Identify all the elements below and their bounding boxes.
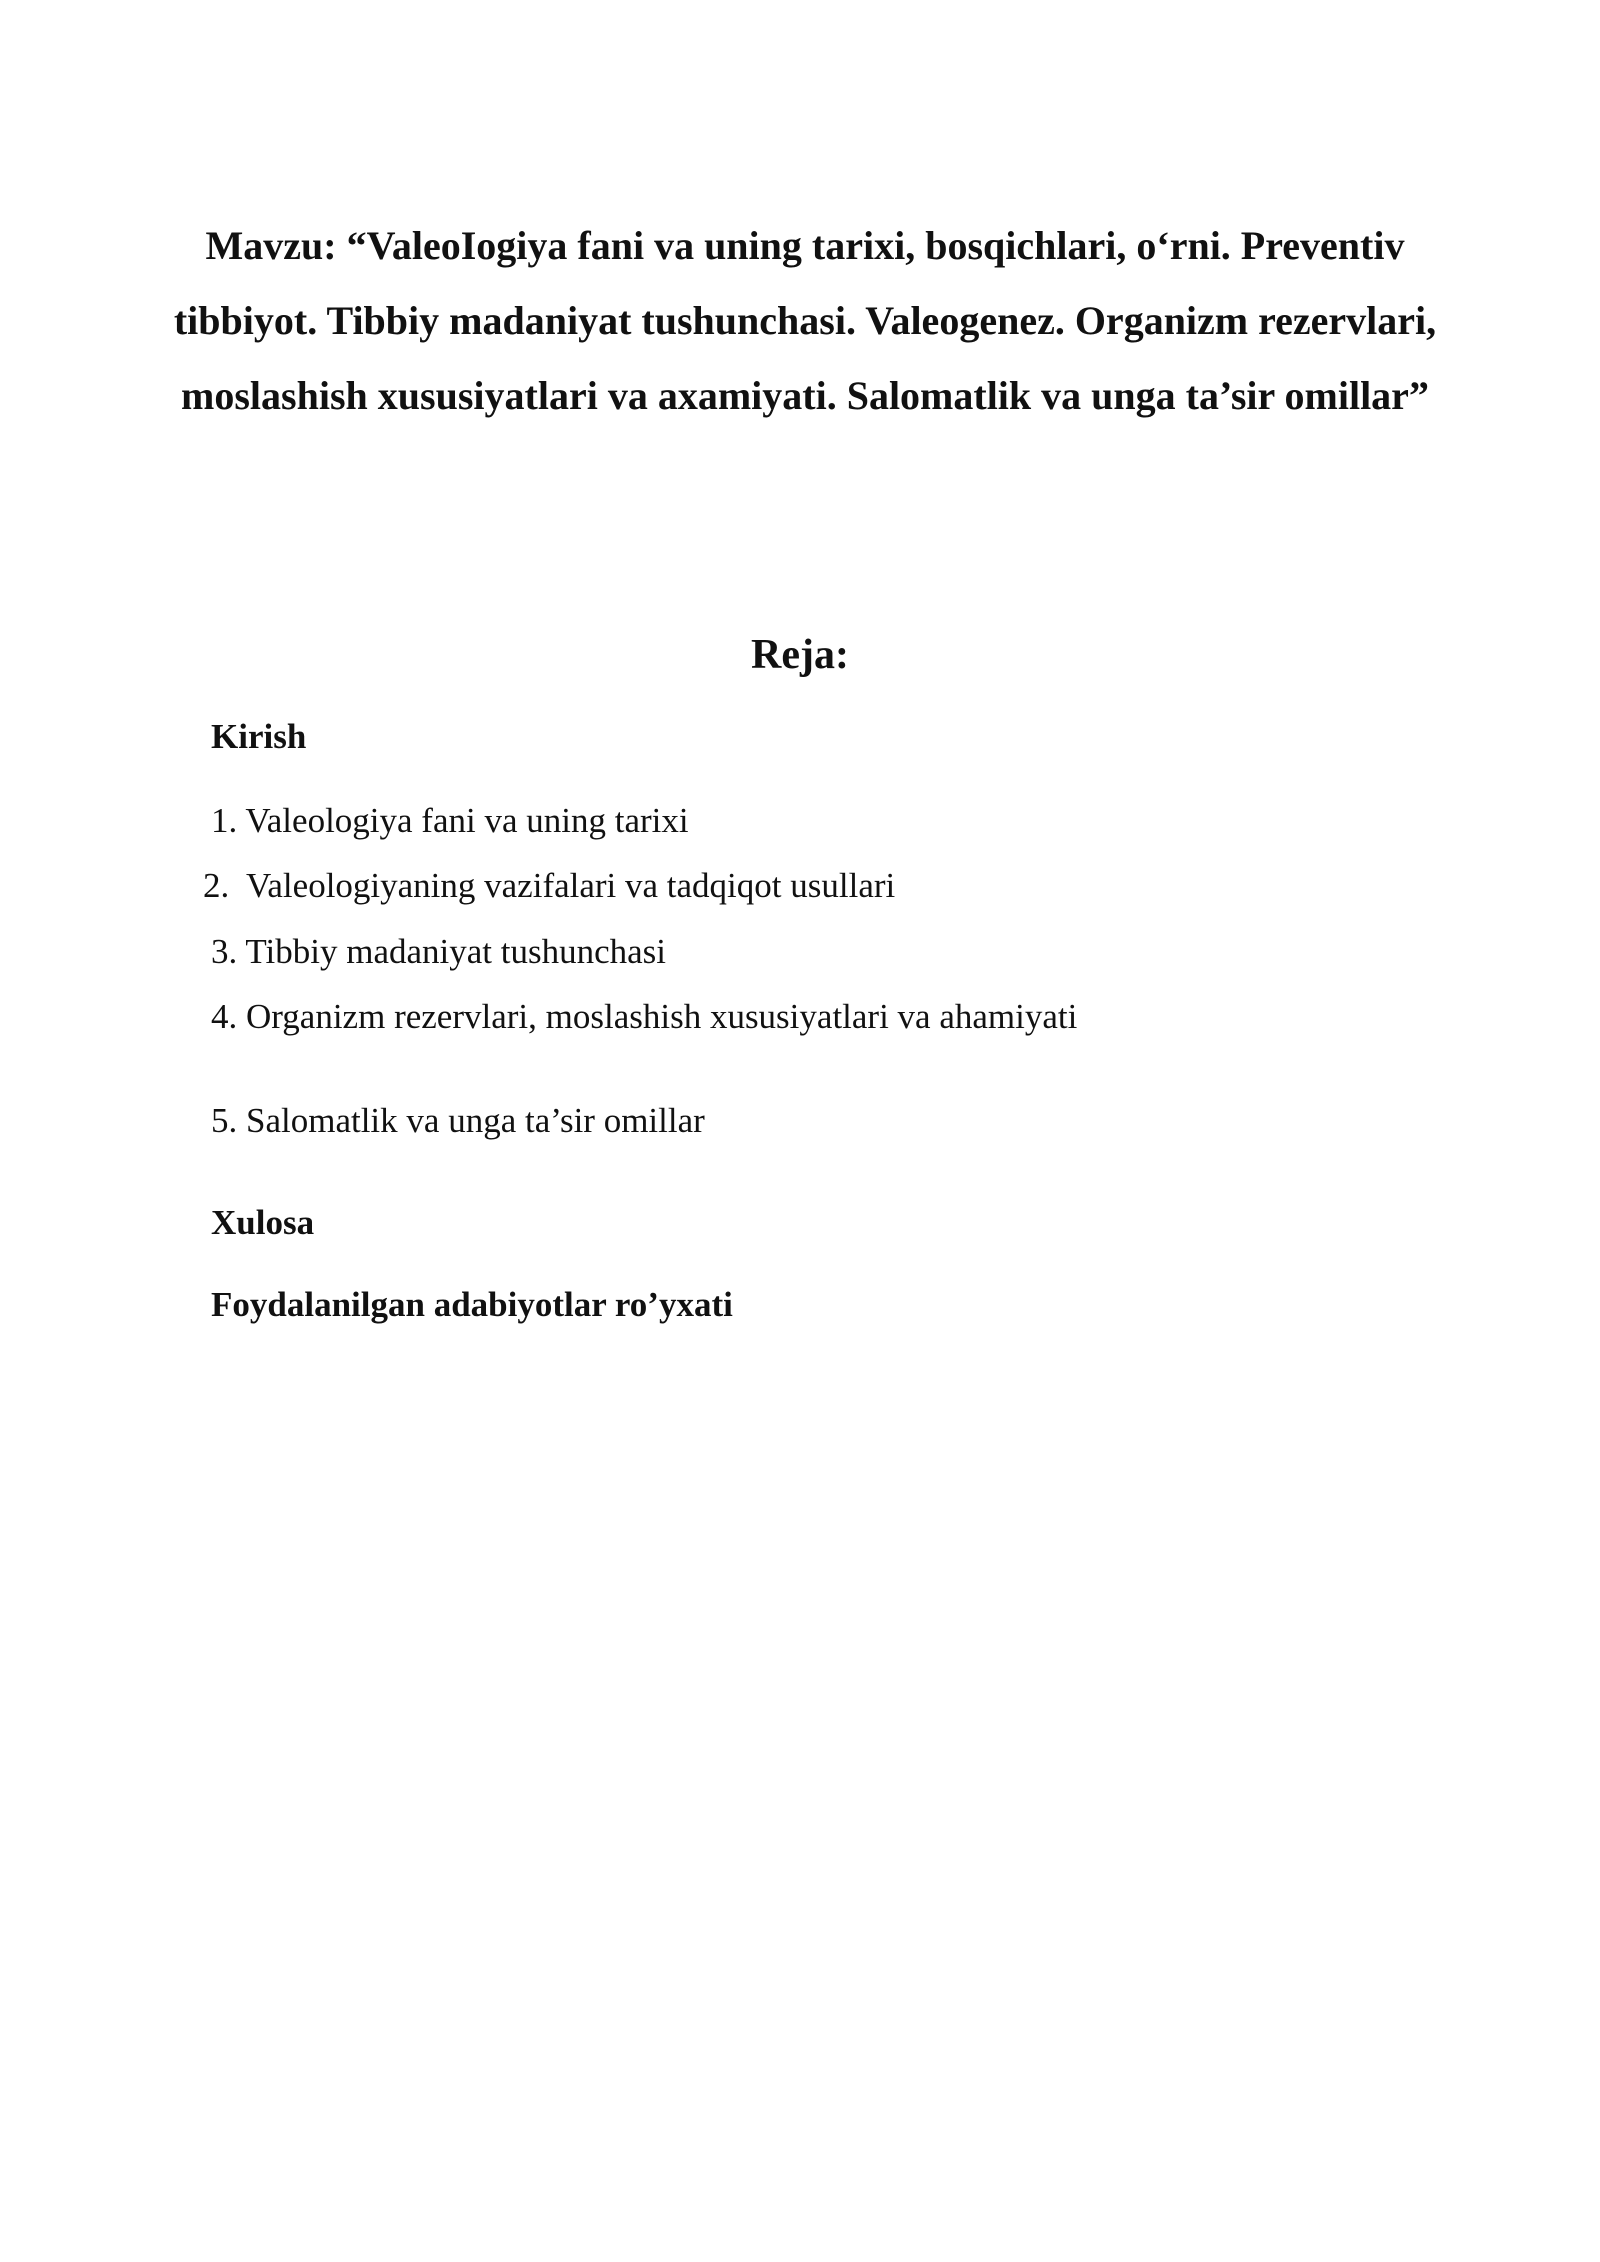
conclusion-heading: Xulosa — [211, 1203, 315, 1242]
intro-heading: Kirish — [211, 717, 307, 756]
plan-item-number: 5. — [211, 1101, 238, 1140]
plan-item-number: 2. — [203, 866, 230, 905]
plan-item-2 — [203, 861, 895, 911]
plan-item-number: 3. — [211, 932, 238, 971]
document-title: Mavzu: “ValeoIogiya fani va uning tarixi, bosqichlari, o‘rni. Preventiv tibbiyot. Tibbiy madaniyat tushunchasi. Valeogenez. Organizm rezervlari, moslashish xususiyatlari va axamiyati. Salomatlik va unga ta’sir omillar” — [173, 223, 1437, 418]
plan-item-text: Salomatlik va unga ta’sir omillar — [246, 1101, 705, 1140]
plan-item-text: Valeologiya fani va uning tarixi — [245, 801, 689, 840]
plan-item-number: 4. — [211, 997, 238, 1036]
plan-item-1 — [211, 796, 689, 846]
plan-item-5 — [211, 1096, 705, 1146]
plan-item-4 — [211, 992, 1077, 1042]
plan-item-text: Organizm rezervlari, moslashish xususiyatlari va ahamiyati — [246, 997, 1078, 1036]
references-heading: Foydalanilgan adabiyotlar ro’yxati — [211, 1285, 733, 1324]
plan-item-number: 1. — [211, 801, 238, 840]
plan-item-3 — [211, 927, 666, 977]
plan-heading: Reja: — [751, 632, 849, 678]
plan-item-text: Valeologiyaning vazifalari va tadqiqot usullari — [246, 866, 896, 905]
plan-item-text: Tibbiy madaniyat tushunchasi — [245, 932, 667, 971]
